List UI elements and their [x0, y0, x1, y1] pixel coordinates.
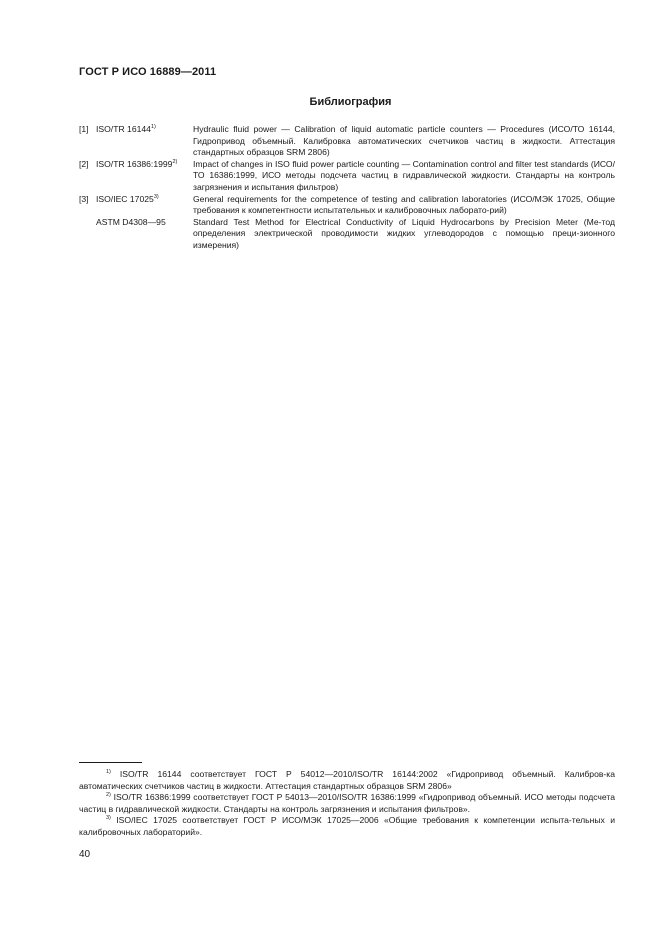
entry-number	[79, 217, 96, 252]
footnote-text: ISO/IEC 17025 соответствует ГОСТ Р ИСО/МЭК 17025—2006 «Общие требования к компетенции испыта-тельных и калибровочных лабораторий».	[79, 815, 615, 837]
bibliography-entry	[79, 194, 615, 217]
entry-text: Standard Test Method for Electrical Conductivity of Liquid Hydrocarbons by Precision Meter (Ме-тод определения электрической проводимости жидких углеводородов с помощью преци-зионного измерения)	[193, 216, 615, 250]
entry-reference-code: ISO/TR 16144	[96, 124, 151, 134]
footnote-text: ISO/TR 16144 соответствует ГОСТ Р 54012—2010/ISO/TR 16144:2002 «Гидропривод объемный. Калибров-ка автоматических счетчиков частиц в жидкости. Аттестация стандартных образцов SRM 2806»	[79, 769, 616, 791]
entry-reference-code: ISO/TR 16386:1999	[96, 158, 173, 169]
footnote-mark: 3)	[106, 815, 111, 822]
bibliography-entry	[79, 217, 615, 252]
entry-text: General requirements for the competence of testing and calibration laboratories (ИСО/МЭК 17025, Общие требования к компетентности испытательных и калибровочных лаборато-рий)	[193, 193, 615, 216]
footnote	[79, 769, 615, 792]
footnote-marker: 3)	[153, 193, 159, 200]
entry-reference	[96, 194, 193, 217]
bibliography-entry	[79, 159, 615, 194]
footnote	[79, 815, 615, 838]
entry-number: [2]	[79, 158, 89, 169]
entry-reference-code: ISO/IEC 17025	[96, 193, 154, 204]
footnote-text: ISO/TR 16386:1999 соответствует ГОСТ Р 54013—2010/ISO/TR 16386:1999 «Гидропривод объемный. ИСО методы подсчета частиц в гидравлической жидкости. Стандарты на контроль загрязнения и испытания фильтров».	[79, 792, 615, 814]
bibliography-title: Библиография	[309, 96, 392, 108]
footnote-mark: 2)	[106, 792, 111, 799]
footnote	[79, 792, 615, 815]
entry-reference	[96, 159, 193, 194]
footnote-mark: 1)	[106, 769, 111, 775]
bibliography-list	[79, 124, 615, 252]
footnote-marker: 1)	[150, 124, 156, 130]
footnote-divider	[79, 762, 142, 763]
entry-reference-code: ASTM D4308—95	[96, 216, 166, 227]
footnotes	[79, 769, 615, 839]
page-number: 40	[79, 849, 91, 860]
entry-reference	[96, 217, 193, 252]
footnote-marker: 2)	[172, 158, 178, 165]
entry-number: [1]	[79, 124, 89, 134]
entry-text: Impact of changes in ISO fluid power particle counting — Contamination control and filter test standards (ИСО/ТО 16386:1999, ИСО методы подсчета частиц в гидравлической жидкости. Стандарты на контроль загрязнения и испытания фильтров)	[193, 158, 615, 192]
entry-text: Hydraulic fluid power — Calibration of liquid automatic particle counters — Procedures (ИСО/ТО 16144, Гидропривод объемный. Калибровка автоматических счетчиков частиц в жидкости. Аттестация стандартных образцов SRM 2806)	[193, 124, 615, 158]
document-header: ГОСТ Р ИСО 16889—2011	[79, 66, 217, 78]
entry-reference	[96, 124, 193, 159]
entry-number: [3]	[79, 193, 89, 204]
bibliography-entry	[79, 124, 615, 159]
